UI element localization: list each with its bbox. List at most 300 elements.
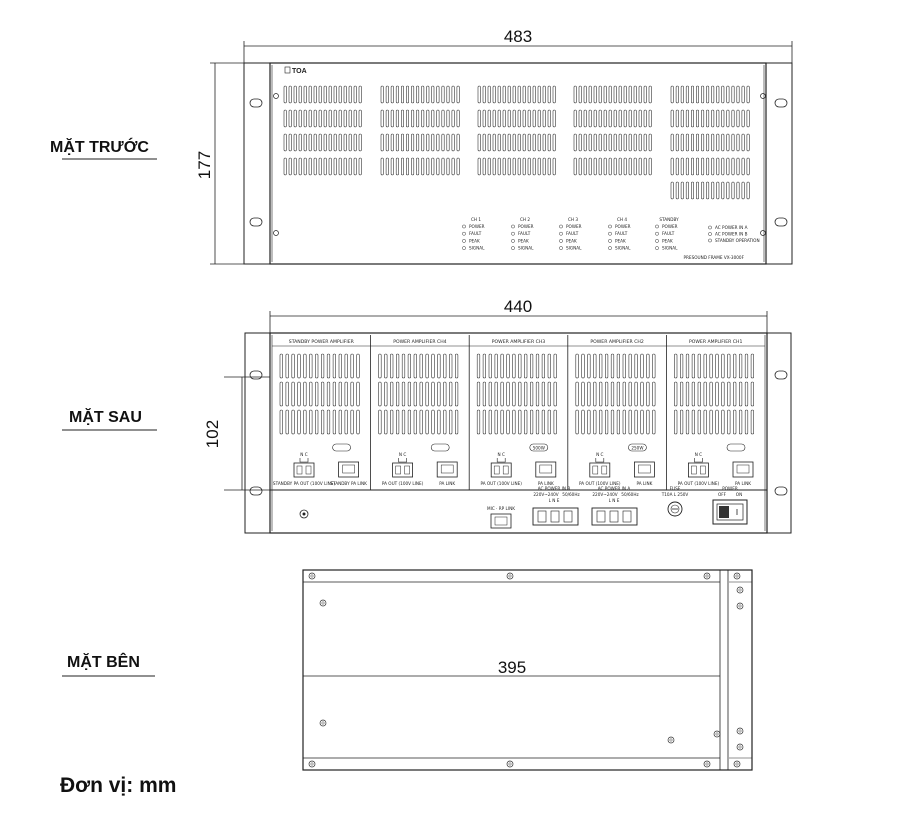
vent-slot (614, 158, 616, 175)
vent-slot (524, 382, 527, 406)
vent-slot (712, 182, 714, 199)
front-status-indicators (708, 225, 759, 243)
indicator-led-icon (608, 232, 611, 235)
vent-slot (280, 410, 283, 434)
vent-slot (681, 110, 683, 127)
vent-slot (701, 134, 703, 151)
vent-slot (315, 354, 318, 378)
screw-icon (704, 761, 710, 767)
vent-slot (691, 86, 693, 103)
vent-slot (351, 354, 354, 378)
vent-slot (701, 110, 703, 127)
indicator-label: SIGNAL (615, 245, 631, 251)
vent-slot (609, 86, 611, 103)
vent-slot (345, 354, 348, 378)
terminal-screw-icon (691, 466, 696, 474)
terminal-bracket-icon (399, 458, 407, 462)
vent-slot (359, 110, 361, 127)
vent-slot (629, 410, 632, 434)
vent-slot (354, 134, 356, 151)
vent-slot (437, 134, 439, 151)
indicator-led-icon (559, 232, 562, 235)
vent-slot (727, 86, 729, 103)
vent-slot (349, 110, 351, 127)
nc-label: N C (596, 452, 604, 457)
ac-power-a-terminal-icon (592, 508, 637, 525)
indicator-led-icon (511, 225, 514, 228)
vent-slot (315, 410, 318, 434)
terminal-screw-icon (503, 466, 508, 474)
vent-slot (449, 354, 452, 378)
vent-slot (716, 410, 719, 434)
power-switch-icon (713, 500, 747, 524)
vent-slot (676, 158, 678, 175)
screw-icon (309, 573, 315, 579)
vent-slot (386, 86, 388, 103)
vent-slot (304, 354, 307, 378)
pa-out-label: PA OUT (100V LINE) (381, 481, 424, 486)
indicator-label: POWER (518, 224, 534, 229)
vent-slot (518, 158, 520, 175)
vent-slot (304, 382, 307, 406)
vent-slot (686, 182, 688, 199)
pa-link-jack-icon (437, 462, 457, 477)
vent-slot (686, 158, 688, 175)
vent-slot (294, 158, 296, 175)
vent-slot (396, 134, 398, 151)
terminal-screw-icon (700, 466, 705, 474)
vent-slot (728, 382, 731, 406)
vent-slot (536, 410, 539, 434)
vent-slot (671, 134, 673, 151)
vent-slot (513, 134, 515, 151)
vent-slot (319, 86, 321, 103)
vent-slot (599, 354, 602, 378)
vent-slot (324, 134, 326, 151)
vent-slot (594, 382, 597, 406)
vent-slot (623, 354, 626, 378)
vent-slot (447, 134, 449, 151)
vent-slot (498, 110, 500, 127)
vent-slot (519, 382, 522, 406)
vent-slot (542, 382, 545, 406)
vent-slot (528, 158, 530, 175)
vent-slot (686, 410, 689, 434)
vent-slot (493, 110, 495, 127)
vent-slot (396, 382, 399, 406)
vent-slot (706, 134, 708, 151)
vent-slot (507, 410, 510, 434)
vent-slot (414, 354, 417, 378)
vent-slot (706, 110, 708, 127)
vent-slot (698, 354, 701, 378)
channel-heading: CH 4 (616, 217, 628, 222)
vent-slot (671, 182, 673, 199)
module-title: STANDBY POWER AMPLIFIER (288, 340, 354, 345)
front-width-dimension: 483 (503, 27, 533, 46)
vent-slot (427, 134, 429, 151)
indicator-label: FAULT (566, 231, 579, 237)
module-title: POWER AMPLIFIER CH3 (491, 340, 546, 345)
screw-icon (668, 737, 674, 743)
vent-slot (733, 410, 736, 434)
vent-slot (455, 354, 458, 378)
vent-slot (576, 354, 579, 378)
indicator-led-icon (655, 247, 658, 250)
vent-slot (292, 410, 295, 434)
wattage-badge: 500W (532, 445, 545, 451)
vent-slot (710, 354, 713, 378)
vent-slot (712, 158, 714, 175)
vent-slot (339, 410, 342, 434)
vent-slot (523, 158, 525, 175)
vent-slot (634, 158, 636, 175)
vent-slot (483, 134, 485, 151)
vent-slot (498, 158, 500, 175)
vent-slot (680, 382, 683, 406)
vent-slot (548, 134, 550, 151)
vent-slot (686, 86, 688, 103)
screw-head-icon (322, 602, 324, 604)
vent-slot (686, 382, 689, 406)
vent-slot (737, 86, 739, 103)
vent-slot (681, 86, 683, 103)
front-view-label: MẶT TRƯỚC (50, 139, 149, 156)
vent-slot (686, 110, 688, 127)
pa-link-jack-icon (339, 462, 359, 477)
channel-heading: CH 2 (519, 217, 531, 222)
vent-slot (495, 410, 498, 434)
vent-slot (457, 158, 459, 175)
mic-rp-link-jack-icon (491, 514, 511, 528)
vent-slot (543, 158, 545, 175)
vent-slot (722, 86, 724, 103)
vent-slot (739, 410, 742, 434)
vent-slot (329, 86, 331, 103)
vent-slot (422, 158, 424, 175)
indicator-led-icon (511, 247, 514, 250)
vent-slot (599, 158, 601, 175)
vent-slot (582, 382, 585, 406)
vent-slot (519, 410, 522, 434)
vent-slot (422, 134, 424, 151)
indicator-label: SIGNAL (469, 245, 485, 251)
vent-slot (357, 382, 360, 406)
vent-slot (737, 134, 739, 151)
vent-slot (747, 86, 749, 103)
vent-slot (344, 86, 346, 103)
vent-slot (706, 182, 708, 199)
vent-slot (747, 110, 749, 127)
vent-slot (449, 382, 452, 406)
vent-slot (401, 134, 403, 151)
screw-icon (734, 573, 740, 579)
channel-heading: STANDBY (659, 217, 679, 222)
indicator-led-icon (608, 239, 611, 242)
vent-slot (329, 134, 331, 151)
vent-slot (477, 410, 480, 434)
vent-slot (686, 354, 689, 378)
screw-icon (320, 720, 326, 726)
vent-slot (553, 86, 555, 103)
vent-slot (671, 158, 673, 175)
vent-slot (402, 382, 405, 406)
indicator-led-icon (462, 225, 465, 228)
vent-slot (737, 182, 739, 199)
vent-slot (579, 158, 581, 175)
vent-slot (574, 158, 576, 175)
screw-head-icon (706, 575, 708, 577)
vent-slot (432, 110, 434, 127)
vent-slot (548, 410, 551, 434)
vent-slot (554, 382, 557, 406)
vent-slot (354, 86, 356, 103)
side-depth-dimension: 395 (497, 658, 527, 677)
vent-slot (644, 134, 646, 151)
vent-slot (739, 354, 742, 378)
indicator-label: FAULT (662, 231, 675, 237)
vent-slot (649, 86, 651, 103)
vent-slot (619, 86, 621, 103)
vent-slot (478, 86, 480, 103)
vent-slot (402, 354, 405, 378)
vent-slot (437, 158, 439, 175)
vent-slot (402, 410, 405, 434)
vent-slot (717, 182, 719, 199)
terminal-bracket-icon (300, 458, 308, 462)
vent-slot (617, 410, 620, 434)
vent-slot (488, 158, 490, 175)
vent-slot (314, 86, 316, 103)
vent-slot (442, 86, 444, 103)
vent-slot (696, 110, 698, 127)
vent-slot (609, 110, 611, 127)
terminal-bracket-icon (497, 458, 505, 462)
ac-power-b-terminal-icon (533, 508, 578, 525)
vent-slot (339, 110, 341, 127)
vent-slot (411, 110, 413, 127)
vent-slot (634, 134, 636, 151)
vent-slot (426, 410, 429, 434)
vent-slot (594, 410, 597, 434)
vent-slot (319, 158, 321, 175)
vent-slot (623, 382, 626, 406)
vent-slot (354, 110, 356, 127)
front-indicator-panel (462, 217, 679, 251)
brand-logo: TOA (292, 68, 307, 75)
vent-slot (457, 134, 459, 151)
vent-slot (722, 134, 724, 151)
vent-slot (538, 158, 540, 175)
terminal-screw-icon (602, 466, 607, 474)
vent-slot (745, 410, 748, 434)
status-label: AC POWER IN A (715, 225, 748, 230)
vent-slot (432, 382, 435, 406)
vent-slot (538, 134, 540, 151)
vent-slot (457, 110, 459, 127)
vent-slot (617, 382, 620, 406)
vent-slot (671, 86, 673, 103)
indicator-label: PEAK (518, 238, 529, 244)
vent-slot (644, 158, 646, 175)
vent-slot (653, 354, 656, 378)
vent-slot (533, 86, 535, 103)
vent-slot (327, 382, 330, 406)
vent-slot (528, 134, 530, 151)
vent-slot (681, 182, 683, 199)
vent-slot (385, 382, 388, 406)
vent-slot (447, 158, 449, 175)
vent-slot (314, 110, 316, 127)
mic-rp-link-label: MIC · RP LINK (487, 506, 515, 511)
vent-slot (706, 86, 708, 103)
vent-slot (745, 354, 748, 378)
vent-slot (605, 410, 608, 434)
screw-head-icon (706, 763, 708, 765)
vent-slot (584, 158, 586, 175)
vent-slot (386, 134, 388, 151)
vent-slot (745, 382, 748, 406)
vent-slot (292, 382, 295, 406)
vent-slot (501, 410, 504, 434)
vent-slot (513, 86, 515, 103)
vent-slot (649, 110, 651, 127)
vent-slot (576, 410, 579, 434)
vent-slot (503, 134, 505, 151)
pa-link-label: PA LINK (636, 481, 653, 486)
vent-slot (493, 134, 495, 151)
vent-slot (284, 110, 286, 127)
vent-slot (477, 382, 480, 406)
vent-slot (644, 86, 646, 103)
vent-slot (553, 110, 555, 127)
screw-head-icon (736, 763, 738, 765)
vent-slot (478, 134, 480, 151)
vent-slot (611, 410, 614, 434)
vent-slot (742, 134, 744, 151)
vent-slot (576, 382, 579, 406)
vent-slot (292, 354, 295, 378)
vent-slot (634, 86, 636, 103)
pa-out-label: PA OUT (100V LINE) (677, 481, 720, 486)
vent-slot (589, 158, 591, 175)
indicator-label: PEAK (566, 238, 577, 244)
vent-slot (584, 110, 586, 127)
vent-slot (747, 182, 749, 199)
vent-slot (339, 86, 341, 103)
vent-slot (518, 134, 520, 151)
vent-slot (420, 382, 423, 406)
screw-head-icon (739, 746, 741, 748)
vent-slot (280, 382, 283, 406)
indicator-led-icon (655, 239, 658, 242)
vent-slot (345, 410, 348, 434)
vent-slot (379, 354, 382, 378)
vent-slot (524, 410, 527, 434)
vent-slot (704, 410, 707, 434)
vent-slot (676, 86, 678, 103)
status-led-icon (708, 226, 711, 229)
vent-slot (639, 158, 641, 175)
vent-slot (574, 134, 576, 151)
vent-slot (692, 354, 695, 378)
screw-icon (507, 761, 513, 767)
vent-slot (641, 410, 644, 434)
indicator-label: FAULT (615, 231, 628, 237)
vent-slot (309, 158, 311, 175)
vent-slot (701, 182, 703, 199)
vent-slot (737, 110, 739, 127)
channel-heading: CH 3 (567, 217, 579, 222)
pa-link-jack-inner-icon (540, 465, 552, 473)
power-switch-label: POWER (722, 486, 738, 491)
vent-slot (298, 354, 301, 378)
vent-slot (605, 354, 608, 378)
vent-slot (411, 158, 413, 175)
vent-slot (455, 410, 458, 434)
vent-slot (635, 410, 638, 434)
vent-slot (742, 158, 744, 175)
vent-slot (634, 110, 636, 127)
vent-slot (696, 182, 698, 199)
vent-slot (614, 134, 616, 151)
vent-slot (319, 134, 321, 151)
vent-slot (548, 354, 551, 378)
vent-slot (523, 134, 525, 151)
vent-slot (639, 134, 641, 151)
vent-slot (390, 410, 393, 434)
vent-slot (727, 158, 729, 175)
vent-slot (416, 134, 418, 151)
vent-slot (483, 86, 485, 103)
vent-slot (717, 110, 719, 127)
vent-slot (286, 354, 289, 378)
vent-slot (599, 110, 601, 127)
rear-amplifier-modules (272, 335, 765, 490)
status-label: AC POWER IN B (715, 231, 748, 237)
indicator-led-icon (608, 247, 611, 250)
front-height-dimension: 177 (195, 150, 214, 180)
vent-slot (619, 134, 621, 151)
vent-slot (676, 182, 678, 199)
vent-slot (416, 110, 418, 127)
vent-slot (503, 158, 505, 175)
wattage-badge: 250W (631, 445, 644, 451)
pa-out-label: STANDBY PA OUT (100V LINE) (272, 481, 336, 486)
vent-slot (444, 354, 447, 378)
vent-slot (508, 86, 510, 103)
vent-slot (671, 110, 673, 127)
vent-slot (513, 410, 516, 434)
vent-slot (554, 354, 557, 378)
vent-slot (624, 134, 626, 151)
pa-link-jack-icon (733, 462, 753, 477)
vent-slot (495, 354, 498, 378)
vent-slot (329, 158, 331, 175)
screw-icon (737, 744, 743, 750)
vent-slot (728, 354, 731, 378)
screw-head-icon (739, 605, 741, 607)
vent-slot (488, 86, 490, 103)
vent-slot (354, 158, 356, 175)
vent-slot (536, 354, 539, 378)
vent-slot (357, 354, 360, 378)
pa-link-jack-inner-icon (343, 465, 355, 473)
vent-slot (324, 86, 326, 103)
vent-slot (483, 110, 485, 127)
vent-slot (299, 110, 301, 127)
vent-slot (641, 382, 644, 406)
